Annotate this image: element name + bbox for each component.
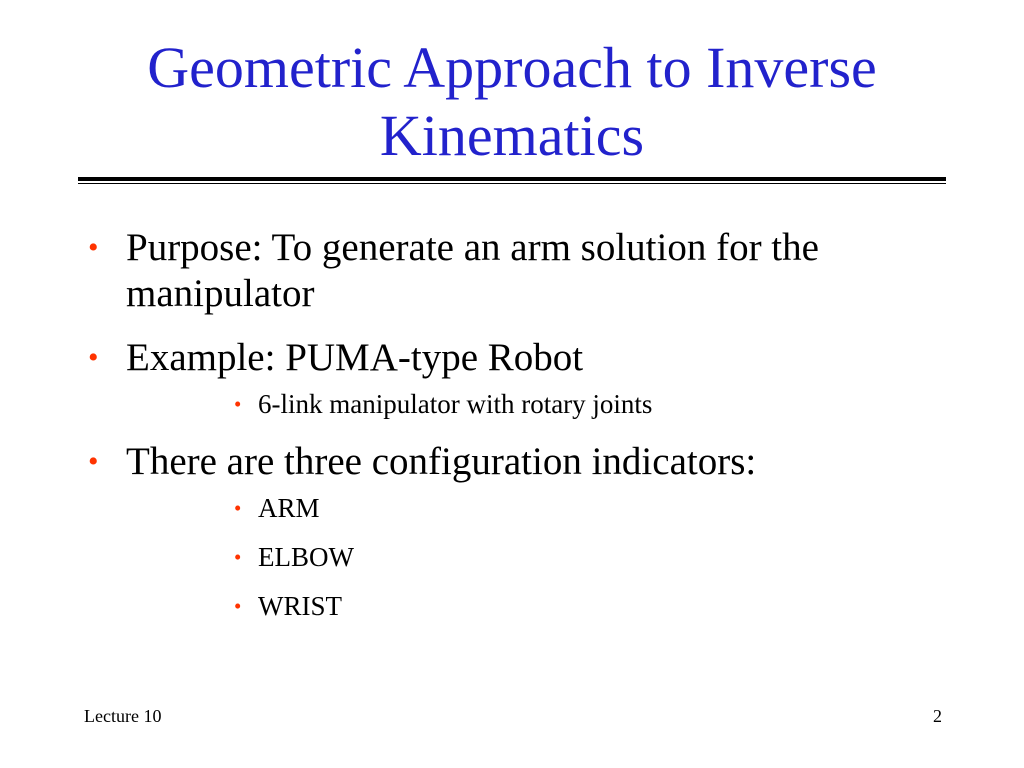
slide-title bbox=[78, 34, 946, 170]
subbullet-text: 6-link manipulator with rotary joints bbox=[258, 389, 653, 419]
bullet-text: Example: PUMA-type Robot bbox=[126, 336, 584, 379]
subbullet-dot-icon: • bbox=[234, 594, 242, 618]
subbullet-list bbox=[126, 491, 934, 623]
bullet-item-purpose bbox=[84, 225, 934, 317]
subbullet-item bbox=[126, 387, 934, 421]
subbullet-item-arm bbox=[126, 491, 934, 525]
bullet-text: Purpose: To generate an arm solution for the manipulator bbox=[126, 226, 819, 315]
subbullet-dot-icon: • bbox=[234, 392, 242, 416]
slide-title-line-2: Kinematics bbox=[379, 103, 645, 168]
bullet-item-configuration bbox=[84, 439, 934, 623]
bullet-dot-icon: • bbox=[88, 231, 99, 264]
bullet-list bbox=[84, 225, 934, 638]
bullet-text: There are three configuration indicators: bbox=[126, 440, 757, 483]
slide-title-line-1: Geometric Approach to Inverse bbox=[147, 35, 877, 100]
footer-lecture-label: Lecture 10 bbox=[84, 706, 162, 726]
subbullet-item-wrist bbox=[126, 589, 934, 623]
subbullet-list bbox=[126, 387, 934, 421]
bullet-dot-icon: • bbox=[88, 341, 99, 374]
bullet-dot-icon: • bbox=[88, 445, 99, 478]
title-divider-thin bbox=[78, 183, 946, 184]
subbullet-text: ARM bbox=[258, 493, 320, 523]
bullet-item-example bbox=[84, 335, 934, 421]
subbullet-dot-icon: • bbox=[234, 545, 242, 569]
subbullet-item-elbow bbox=[126, 540, 934, 574]
footer-page-number: 2 bbox=[933, 706, 942, 726]
subbullet-dot-icon: • bbox=[234, 496, 242, 520]
subbullet-text: ELBOW bbox=[258, 542, 354, 572]
title-divider-thick bbox=[78, 177, 946, 181]
subbullet-text: WRIST bbox=[258, 591, 342, 621]
